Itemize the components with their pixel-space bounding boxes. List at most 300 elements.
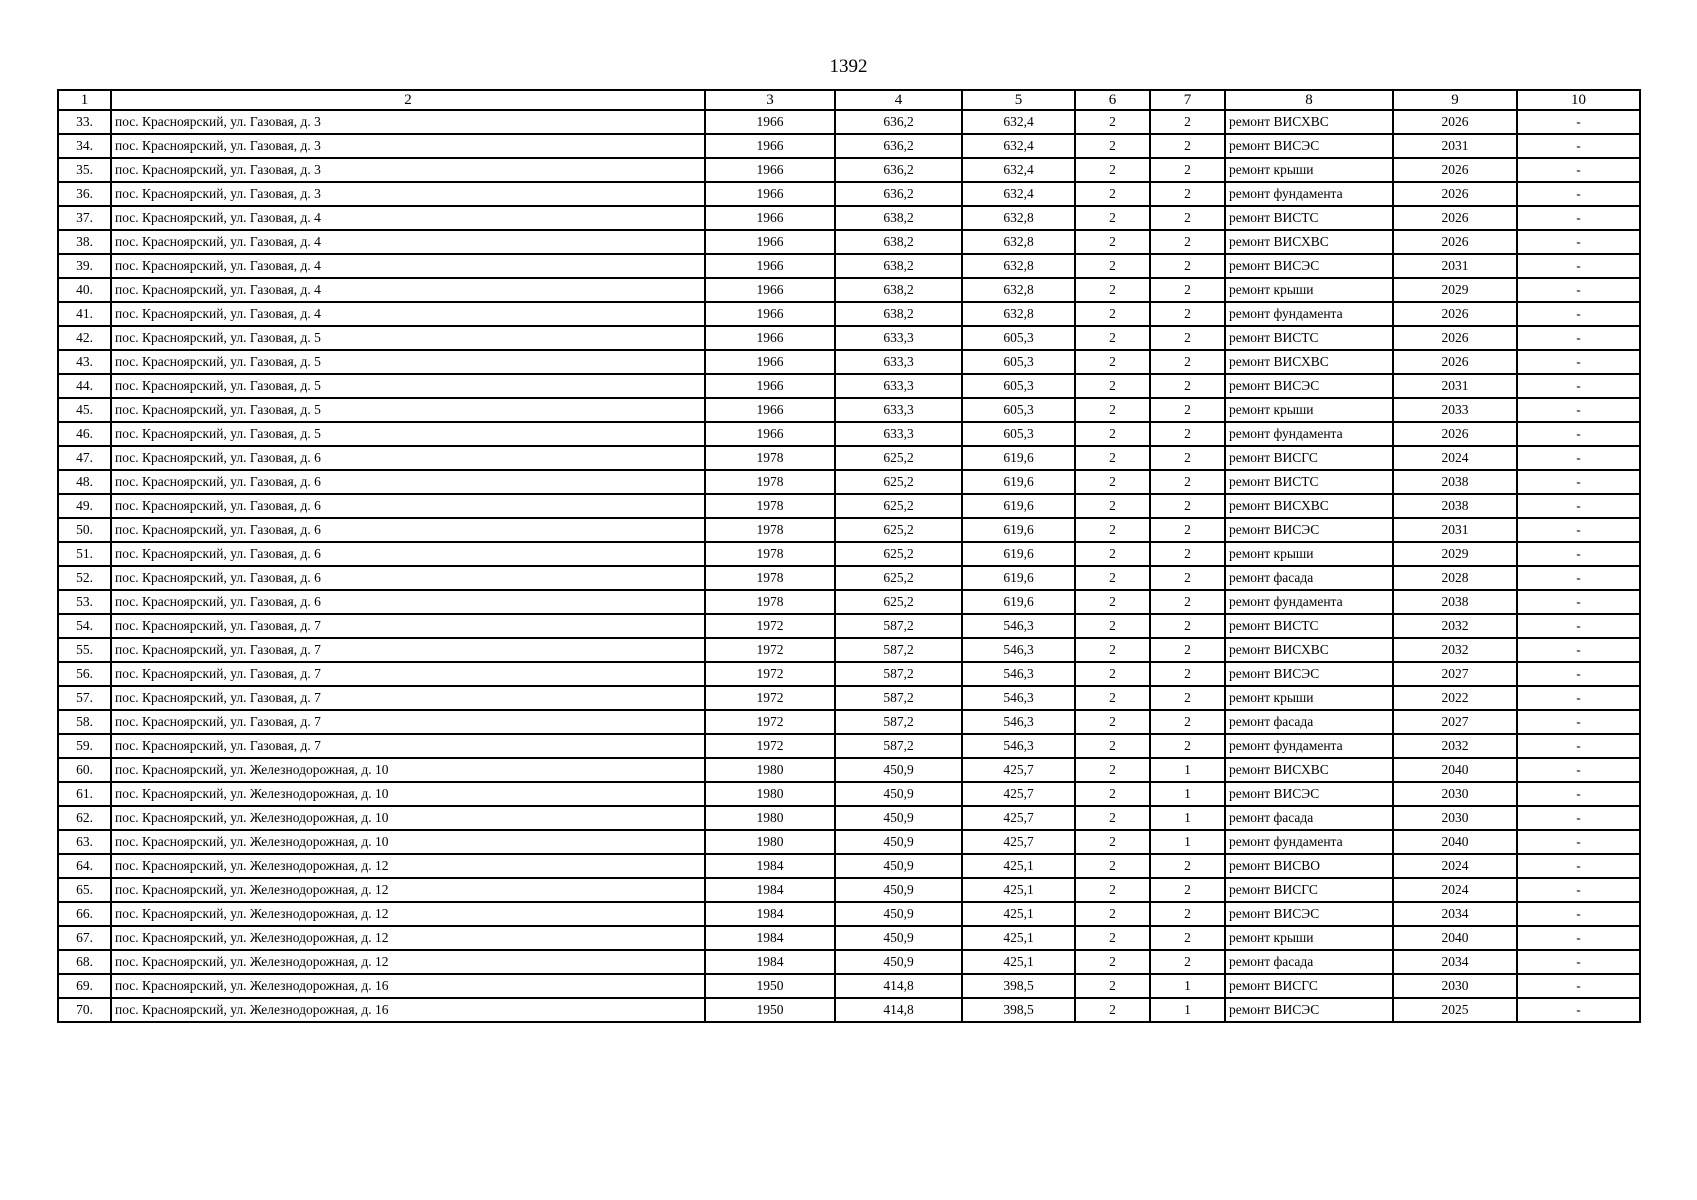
table-row xyxy=(58,206,1640,230)
floors-cell: 2 xyxy=(1075,302,1150,326)
note-cell: - xyxy=(1517,374,1640,398)
row-number-cell: 56. xyxy=(58,662,111,686)
address-cell: пос. Красноярский, ул. Газовая, д. 6 xyxy=(111,590,705,614)
floors-cell: 2 xyxy=(1075,662,1150,686)
total-area-cell: 633,3 xyxy=(835,398,962,422)
note-cell: - xyxy=(1517,974,1640,998)
note-cell: - xyxy=(1517,710,1640,734)
floors-cell: 2 xyxy=(1075,470,1150,494)
note-cell: - xyxy=(1517,302,1640,326)
column-header-4: 4 xyxy=(835,90,962,110)
work-type-cell: ремонт фундамента xyxy=(1225,422,1393,446)
work-type-cell: ремонт ВИСХВС xyxy=(1225,494,1393,518)
living-area-cell: 425,7 xyxy=(962,806,1075,830)
row-number-cell: 48. xyxy=(58,470,111,494)
total-area-cell: 450,9 xyxy=(835,806,962,830)
build-year-cell: 1984 xyxy=(705,902,835,926)
table-row xyxy=(58,590,1640,614)
address-cell: пос. Красноярский, ул. Газовая, д. 7 xyxy=(111,614,705,638)
row-number-cell: 44. xyxy=(58,374,111,398)
address-cell: пос. Красноярский, ул. Железнодорожная, д. 12 xyxy=(111,950,705,974)
work-type-cell: ремонт крыши xyxy=(1225,278,1393,302)
table-row xyxy=(58,758,1640,782)
floors-cell: 2 xyxy=(1075,134,1150,158)
row-number-cell: 33. xyxy=(58,110,111,134)
table-row xyxy=(58,182,1640,206)
plan-year-cell: 2040 xyxy=(1393,830,1517,854)
total-area-cell: 450,9 xyxy=(835,782,962,806)
entrances-cell: 2 xyxy=(1150,662,1225,686)
living-area-cell: 425,1 xyxy=(962,902,1075,926)
note-cell: - xyxy=(1517,686,1640,710)
build-year-cell: 1966 xyxy=(705,254,835,278)
address-cell: пос. Красноярский, ул. Газовая, д. 6 xyxy=(111,446,705,470)
work-type-cell: ремонт фундамента xyxy=(1225,302,1393,326)
plan-year-cell: 2025 xyxy=(1393,998,1517,1022)
plan-year-cell: 2024 xyxy=(1393,446,1517,470)
address-cell: пос. Красноярский, ул. Газовая, д. 5 xyxy=(111,398,705,422)
work-type-cell: ремонт фасада xyxy=(1225,806,1393,830)
build-year-cell: 1978 xyxy=(705,470,835,494)
total-area-cell: 625,2 xyxy=(835,542,962,566)
row-number-cell: 42. xyxy=(58,326,111,350)
living-area-cell: 398,5 xyxy=(962,974,1075,998)
living-area-cell: 632,8 xyxy=(962,230,1075,254)
build-year-cell: 1972 xyxy=(705,734,835,758)
floors-cell: 2 xyxy=(1075,278,1150,302)
row-number-cell: 69. xyxy=(58,974,111,998)
work-type-cell: ремонт ВИСГС xyxy=(1225,446,1393,470)
living-area-cell: 619,6 xyxy=(962,566,1075,590)
plan-year-cell: 2027 xyxy=(1393,710,1517,734)
column-header-3: 3 xyxy=(705,90,835,110)
living-area-cell: 632,8 xyxy=(962,278,1075,302)
floors-cell: 2 xyxy=(1075,518,1150,542)
note-cell: - xyxy=(1517,758,1640,782)
column-header-5: 5 xyxy=(962,90,1075,110)
entrances-cell: 2 xyxy=(1150,854,1225,878)
note-cell: - xyxy=(1517,278,1640,302)
total-area-cell: 636,2 xyxy=(835,134,962,158)
total-area-cell: 636,2 xyxy=(835,158,962,182)
table-row xyxy=(58,542,1640,566)
build-year-cell: 1978 xyxy=(705,542,835,566)
work-type-cell: ремонт ВИСВО xyxy=(1225,854,1393,878)
note-cell: - xyxy=(1517,326,1640,350)
work-type-cell: ремонт фундамента xyxy=(1225,830,1393,854)
build-year-cell: 1984 xyxy=(705,926,835,950)
work-type-cell: ремонт фундамента xyxy=(1225,734,1393,758)
row-number-cell: 34. xyxy=(58,134,111,158)
total-area-cell: 450,9 xyxy=(835,830,962,854)
build-year-cell: 1978 xyxy=(705,590,835,614)
address-cell: пос. Красноярский, ул. Железнодорожная, д. 16 xyxy=(111,974,705,998)
entrances-cell: 2 xyxy=(1150,638,1225,662)
entrances-cell: 2 xyxy=(1150,398,1225,422)
page-number: 1392 xyxy=(829,56,868,77)
column-header-9: 9 xyxy=(1393,90,1517,110)
note-cell: - xyxy=(1517,662,1640,686)
plan-year-cell: 2029 xyxy=(1393,542,1517,566)
work-type-cell: ремонт фасада xyxy=(1225,566,1393,590)
total-area-cell: 414,8 xyxy=(835,974,962,998)
row-number-cell: 63. xyxy=(58,830,111,854)
work-type-cell: ремонт ВИСЭС xyxy=(1225,782,1393,806)
table-row xyxy=(58,422,1640,446)
total-area-cell: 450,9 xyxy=(835,758,962,782)
entrances-cell: 2 xyxy=(1150,566,1225,590)
work-type-cell: ремонт крыши xyxy=(1225,158,1393,182)
living-area-cell: 632,8 xyxy=(962,206,1075,230)
work-type-cell: ремонт ВИСХВС xyxy=(1225,110,1393,134)
row-number-cell: 40. xyxy=(58,278,111,302)
living-area-cell: 619,6 xyxy=(962,470,1075,494)
table-row xyxy=(58,470,1640,494)
note-cell: - xyxy=(1517,350,1640,374)
address-cell: пос. Красноярский, ул. Газовая, д. 4 xyxy=(111,302,705,326)
plan-year-cell: 2040 xyxy=(1393,926,1517,950)
living-area-cell: 619,6 xyxy=(962,494,1075,518)
entrances-cell: 2 xyxy=(1150,542,1225,566)
work-type-cell: ремонт ВИСЭС xyxy=(1225,518,1393,542)
address-cell: пос. Красноярский, ул. Железнодорожная, д. 12 xyxy=(111,854,705,878)
entrances-cell: 2 xyxy=(1150,254,1225,278)
table-row xyxy=(58,974,1640,998)
plan-year-cell: 2026 xyxy=(1393,302,1517,326)
floors-cell: 2 xyxy=(1075,374,1150,398)
entrances-cell: 2 xyxy=(1150,182,1225,206)
living-area-cell: 546,3 xyxy=(962,662,1075,686)
address-cell: пос. Красноярский, ул. Железнодорожная, д. 12 xyxy=(111,902,705,926)
floors-cell: 2 xyxy=(1075,422,1150,446)
work-type-cell: ремонт крыши xyxy=(1225,542,1393,566)
work-type-cell: ремонт ВИСЭС xyxy=(1225,998,1393,1022)
row-number-cell: 49. xyxy=(58,494,111,518)
note-cell: - xyxy=(1517,182,1640,206)
note-cell: - xyxy=(1517,878,1640,902)
address-cell: пос. Красноярский, ул. Железнодорожная, д. 10 xyxy=(111,782,705,806)
living-area-cell: 425,1 xyxy=(962,878,1075,902)
entrances-cell: 1 xyxy=(1150,758,1225,782)
build-year-cell: 1966 xyxy=(705,230,835,254)
row-number-cell: 70. xyxy=(58,998,111,1022)
total-area-cell: 625,2 xyxy=(835,494,962,518)
table-row xyxy=(58,878,1640,902)
row-number-cell: 60. xyxy=(58,758,111,782)
table-row xyxy=(58,854,1640,878)
living-area-cell: 632,4 xyxy=(962,158,1075,182)
floors-cell: 2 xyxy=(1075,110,1150,134)
entrances-cell: 2 xyxy=(1150,230,1225,254)
row-number-cell: 68. xyxy=(58,950,111,974)
note-cell: - xyxy=(1517,446,1640,470)
work-type-cell: ремонт фасада xyxy=(1225,950,1393,974)
note-cell: - xyxy=(1517,254,1640,278)
row-number-cell: 61. xyxy=(58,782,111,806)
plan-year-cell: 2026 xyxy=(1393,326,1517,350)
work-type-cell: ремонт ВИСЭС xyxy=(1225,374,1393,398)
build-year-cell: 1966 xyxy=(705,110,835,134)
table-row xyxy=(58,254,1640,278)
total-area-cell: 587,2 xyxy=(835,662,962,686)
table-row xyxy=(58,398,1640,422)
table-row xyxy=(58,998,1640,1022)
entrances-cell: 2 xyxy=(1150,110,1225,134)
total-area-cell: 633,3 xyxy=(835,350,962,374)
table-row xyxy=(58,734,1640,758)
plan-year-cell: 2030 xyxy=(1393,806,1517,830)
row-number-cell: 58. xyxy=(58,710,111,734)
table-row xyxy=(58,806,1640,830)
row-number-cell: 55. xyxy=(58,638,111,662)
total-area-cell: 414,8 xyxy=(835,998,962,1022)
address-cell: пос. Красноярский, ул. Газовая, д. 3 xyxy=(111,182,705,206)
entrances-cell: 2 xyxy=(1150,158,1225,182)
total-area-cell: 638,2 xyxy=(835,254,962,278)
total-area-cell: 587,2 xyxy=(835,614,962,638)
entrances-cell: 2 xyxy=(1150,614,1225,638)
floors-cell: 2 xyxy=(1075,998,1150,1022)
total-area-cell: 450,9 xyxy=(835,950,962,974)
row-number-cell: 47. xyxy=(58,446,111,470)
note-cell: - xyxy=(1517,854,1640,878)
address-cell: пос. Красноярский, ул. Газовая, д. 4 xyxy=(111,254,705,278)
address-cell: пос. Красноярский, ул. Газовая, д. 6 xyxy=(111,470,705,494)
row-number-cell: 39. xyxy=(58,254,111,278)
floors-cell: 2 xyxy=(1075,446,1150,470)
entrances-cell: 2 xyxy=(1150,422,1225,446)
column-header-10: 10 xyxy=(1517,90,1640,110)
build-year-cell: 1966 xyxy=(705,278,835,302)
plan-year-cell: 2032 xyxy=(1393,638,1517,662)
plan-year-cell: 2038 xyxy=(1393,590,1517,614)
floors-cell: 2 xyxy=(1075,782,1150,806)
floors-cell: 2 xyxy=(1075,686,1150,710)
plan-year-cell: 2032 xyxy=(1393,734,1517,758)
living-area-cell: 632,4 xyxy=(962,110,1075,134)
living-area-cell: 546,3 xyxy=(962,638,1075,662)
address-cell: пос. Красноярский, ул. Газовая, д. 6 xyxy=(111,518,705,542)
column-header-1: 1 xyxy=(58,90,111,110)
floors-cell: 2 xyxy=(1075,758,1150,782)
floors-cell: 2 xyxy=(1075,926,1150,950)
total-area-cell: 636,2 xyxy=(835,110,962,134)
plan-year-cell: 2040 xyxy=(1393,758,1517,782)
total-area-cell: 638,2 xyxy=(835,230,962,254)
note-cell: - xyxy=(1517,158,1640,182)
living-area-cell: 425,1 xyxy=(962,950,1075,974)
table-row xyxy=(58,374,1640,398)
build-year-cell: 1966 xyxy=(705,302,835,326)
table-row xyxy=(58,830,1640,854)
note-cell: - xyxy=(1517,806,1640,830)
row-number-cell: 53. xyxy=(58,590,111,614)
floors-cell: 2 xyxy=(1075,806,1150,830)
table-row xyxy=(58,158,1640,182)
build-year-cell: 1966 xyxy=(705,326,835,350)
note-cell: - xyxy=(1517,782,1640,806)
entrances-cell: 2 xyxy=(1150,518,1225,542)
floors-cell: 2 xyxy=(1075,326,1150,350)
table-row xyxy=(58,566,1640,590)
work-type-cell: ремонт ВИСЭС xyxy=(1225,254,1393,278)
floors-cell: 2 xyxy=(1075,590,1150,614)
total-area-cell: 625,2 xyxy=(835,566,962,590)
work-type-cell: ремонт ВИСТС xyxy=(1225,470,1393,494)
work-type-cell: ремонт ВИСЭС xyxy=(1225,902,1393,926)
address-cell: пос. Красноярский, ул. Газовая, д. 3 xyxy=(111,110,705,134)
address-cell: пос. Красноярский, ул. Железнодорожная, д. 12 xyxy=(111,878,705,902)
total-area-cell: 587,2 xyxy=(835,734,962,758)
plan-year-cell: 2031 xyxy=(1393,134,1517,158)
living-area-cell: 605,3 xyxy=(962,326,1075,350)
address-cell: пос. Красноярский, ул. Газовая, д. 6 xyxy=(111,542,705,566)
row-number-cell: 45. xyxy=(58,398,111,422)
address-cell: пос. Красноярский, ул. Газовая, д. 3 xyxy=(111,158,705,182)
living-area-cell: 398,5 xyxy=(962,998,1075,1022)
floors-cell: 2 xyxy=(1075,230,1150,254)
living-area-cell: 546,3 xyxy=(962,710,1075,734)
total-area-cell: 450,9 xyxy=(835,854,962,878)
living-area-cell: 425,7 xyxy=(962,758,1075,782)
note-cell: - xyxy=(1517,926,1640,950)
table-row xyxy=(58,134,1640,158)
row-number-cell: 38. xyxy=(58,230,111,254)
living-area-cell: 619,6 xyxy=(962,518,1075,542)
table-row xyxy=(58,230,1640,254)
total-area-cell: 587,2 xyxy=(835,638,962,662)
work-type-cell: ремонт ВИСЭС xyxy=(1225,134,1393,158)
note-cell: - xyxy=(1517,830,1640,854)
plan-year-cell: 2038 xyxy=(1393,494,1517,518)
build-year-cell: 1966 xyxy=(705,206,835,230)
floors-cell: 2 xyxy=(1075,398,1150,422)
floors-cell: 2 xyxy=(1075,182,1150,206)
entrances-cell: 2 xyxy=(1150,590,1225,614)
table-row xyxy=(58,350,1640,374)
build-year-cell: 1972 xyxy=(705,614,835,638)
table-row xyxy=(58,278,1640,302)
repair-schedule-table xyxy=(57,89,1641,1023)
table-row xyxy=(58,782,1640,806)
column-header-7: 7 xyxy=(1150,90,1225,110)
build-year-cell: 1980 xyxy=(705,782,835,806)
row-number-cell: 59. xyxy=(58,734,111,758)
note-cell: - xyxy=(1517,422,1640,446)
address-cell: пос. Красноярский, ул. Газовая, д. 7 xyxy=(111,734,705,758)
plan-year-cell: 2024 xyxy=(1393,878,1517,902)
row-number-cell: 46. xyxy=(58,422,111,446)
floors-cell: 2 xyxy=(1075,734,1150,758)
floors-cell: 2 xyxy=(1075,566,1150,590)
build-year-cell: 1966 xyxy=(705,182,835,206)
entrances-cell: 2 xyxy=(1150,710,1225,734)
living-area-cell: 632,4 xyxy=(962,134,1075,158)
row-number-cell: 35. xyxy=(58,158,111,182)
work-type-cell: ремонт ВИСЭС xyxy=(1225,662,1393,686)
note-cell: - xyxy=(1517,494,1640,518)
entrances-cell: 1 xyxy=(1150,806,1225,830)
work-type-cell: ремонт ВИСХВС xyxy=(1225,758,1393,782)
build-year-cell: 1978 xyxy=(705,494,835,518)
plan-year-cell: 2030 xyxy=(1393,782,1517,806)
floors-cell: 2 xyxy=(1075,830,1150,854)
work-type-cell: ремонт крыши xyxy=(1225,686,1393,710)
floors-cell: 2 xyxy=(1075,878,1150,902)
total-area-cell: 587,2 xyxy=(835,710,962,734)
work-type-cell: ремонт ВИСХВС xyxy=(1225,638,1393,662)
living-area-cell: 425,1 xyxy=(962,854,1075,878)
address-cell: пос. Красноярский, ул. Газовая, д. 3 xyxy=(111,134,705,158)
build-year-cell: 1980 xyxy=(705,758,835,782)
table-row xyxy=(58,614,1640,638)
build-year-cell: 1966 xyxy=(705,350,835,374)
table-row xyxy=(58,950,1640,974)
note-cell: - xyxy=(1517,398,1640,422)
row-number-cell: 57. xyxy=(58,686,111,710)
address-cell: пос. Красноярский, ул. Железнодорожная, д. 10 xyxy=(111,758,705,782)
address-cell: пос. Красноярский, ул. Газовая, д. 7 xyxy=(111,638,705,662)
build-year-cell: 1984 xyxy=(705,950,835,974)
table-row xyxy=(58,926,1640,950)
total-area-cell: 450,9 xyxy=(835,902,962,926)
build-year-cell: 1980 xyxy=(705,806,835,830)
entrances-cell: 2 xyxy=(1150,446,1225,470)
build-year-cell: 1978 xyxy=(705,566,835,590)
note-cell: - xyxy=(1517,518,1640,542)
address-cell: пос. Красноярский, ул. Газовая, д. 7 xyxy=(111,686,705,710)
floors-cell: 2 xyxy=(1075,974,1150,998)
build-year-cell: 1966 xyxy=(705,134,835,158)
address-cell: пос. Красноярский, ул. Железнодорожная, д. 10 xyxy=(111,830,705,854)
floors-cell: 2 xyxy=(1075,902,1150,926)
entrances-cell: 1 xyxy=(1150,998,1225,1022)
row-number-cell: 51. xyxy=(58,542,111,566)
living-area-cell: 605,3 xyxy=(962,350,1075,374)
entrances-cell: 2 xyxy=(1150,950,1225,974)
work-type-cell: ремонт фундамента xyxy=(1225,182,1393,206)
floors-cell: 2 xyxy=(1075,710,1150,734)
note-cell: - xyxy=(1517,110,1640,134)
floors-cell: 2 xyxy=(1075,950,1150,974)
total-area-cell: 625,2 xyxy=(835,446,962,470)
address-cell: пос. Красноярский, ул. Железнодорожная, д. 12 xyxy=(111,926,705,950)
table-row xyxy=(58,326,1640,350)
row-number-cell: 54. xyxy=(58,614,111,638)
total-area-cell: 625,2 xyxy=(835,518,962,542)
address-cell: пос. Красноярский, ул. Газовая, д. 4 xyxy=(111,206,705,230)
total-area-cell: 633,3 xyxy=(835,374,962,398)
address-cell: пос. Красноярский, ул. Газовая, д. 7 xyxy=(111,710,705,734)
note-cell: - xyxy=(1517,614,1640,638)
plan-year-cell: 2027 xyxy=(1393,662,1517,686)
column-header-6: 6 xyxy=(1075,90,1150,110)
row-number-cell: 67. xyxy=(58,926,111,950)
build-year-cell: 1966 xyxy=(705,422,835,446)
note-cell: - xyxy=(1517,470,1640,494)
note-cell: - xyxy=(1517,134,1640,158)
work-type-cell: ремонт ВИСТС xyxy=(1225,206,1393,230)
total-area-cell: 636,2 xyxy=(835,182,962,206)
build-year-cell: 1966 xyxy=(705,374,835,398)
total-area-cell: 633,3 xyxy=(835,326,962,350)
living-area-cell: 546,3 xyxy=(962,734,1075,758)
table-row xyxy=(58,110,1640,134)
plan-year-cell: 2026 xyxy=(1393,110,1517,134)
floors-cell: 2 xyxy=(1075,350,1150,374)
living-area-cell: 605,3 xyxy=(962,374,1075,398)
note-cell: - xyxy=(1517,206,1640,230)
